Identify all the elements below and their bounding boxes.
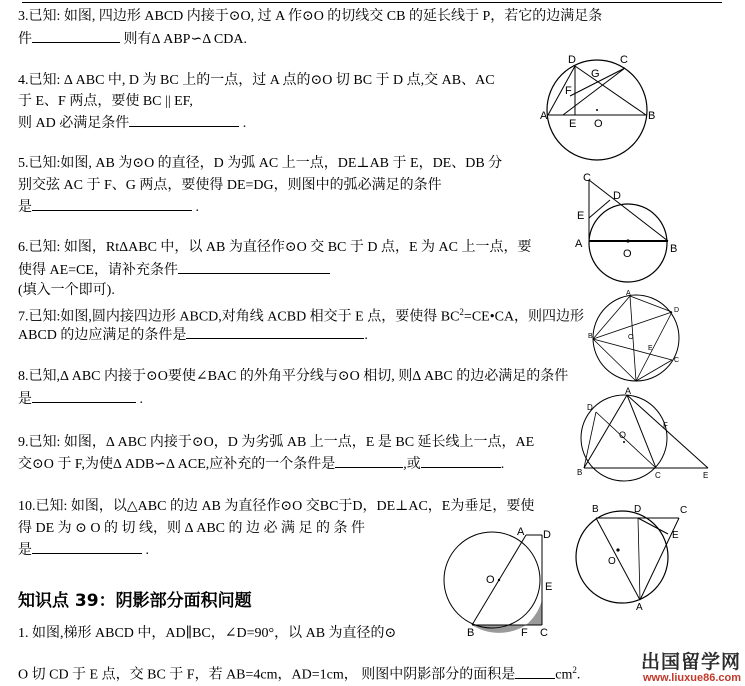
answer-blank[interactable] [129,112,239,127]
watermark-text: 出国留学网 [640,651,741,673]
label-C: C [540,627,548,639]
problem-8-line-1: 8.已知,Δ ABC 内接于⊙O要使∠BAC 的外角平分线与⊙O 相切, 则Δ ABC 的边必满足的条件 [18,369,569,384]
section-heading: 知识点 39：阴影部分面积问题 [18,591,252,611]
answer-blank[interactable] [186,324,364,339]
problem-10-line-3: 是 . [18,539,149,561]
figure-problem-4 [540,52,670,164]
figure-problem-9 [570,388,720,484]
label-F: F [521,627,528,639]
label-F: F [663,421,668,430]
label-B: B [577,468,583,477]
problem-3-line-2: 件 则有Δ ABP∽Δ CDA. [18,28,247,50]
label-E: E [569,118,577,130]
answer-blank[interactable] [32,539,142,554]
label-O: O [628,334,634,341]
answer-blank[interactable] [515,664,555,679]
label-E: E [577,210,585,222]
figure-problem-7 [588,292,688,386]
label-C: C [583,172,591,184]
label-D: D [568,54,576,66]
answer-blank[interactable] [32,196,192,211]
label-B: B [592,504,599,515]
answer-blank[interactable] [32,388,136,403]
label-D: D [587,403,593,412]
label-B: B [588,333,593,340]
problem-5-line-1: 5.已知:如图, AB 为⊙O 的直径，D 为弧 AC 上一点，DE⊥AB 于 E，DE、DB 分 [18,156,503,171]
label-A: A [517,526,525,538]
section-problem-1-line-2: O 切 CD 于 E 点，交 BC 于 F，若 AB=4cm，AD=1cm， 则图中阴影部分的面积是 $cm^2$. [18,665,581,683]
label-B: B [467,627,475,639]
problem-4-line-3: 则 AD 必满足条件 . [18,112,246,134]
section-problem-1-line-1: 1. 如图,梯形 ABCD 中，AD∥BC，∠D=90°，以 AB 为直径的⊙ [18,626,397,641]
label-O: O [623,248,632,260]
label-D: D [543,529,551,541]
answer-blank[interactable] [32,28,120,43]
label-O: O [486,574,495,586]
label-G: G [591,68,600,80]
problem-7-line-1: 7.已知:如图,圆内接四边形 ABCD,对角线 ACBD 相交于 E 点，要使得 $BC^2=CE•CA$，则四边形 [18,307,585,325]
figure-problem-5 [572,170,682,285]
label-A: A [625,386,632,396]
label-O: O [608,556,616,567]
problem-4-line-1: 4.已知: Δ ABC 中, D 为 BC 上的一点，过 A 点的⊙O 切 BC 于 D 点,交 AB、AC [18,73,495,88]
label-A: A [636,602,643,613]
label-B: B [648,110,656,122]
answer-blank-2[interactable] [421,453,501,468]
answer-blank-1[interactable] [335,453,403,468]
problem-10-line-2: 得 DE 为 ⊙ O 的 切 线，则 Δ ABC 的 边 必 满 足 的 条 件 [18,521,366,536]
problem-6-line-1: 6.已知: 如图，RtΔABC 中，以 AB 为直径作⊙O 交 BC 于 D 点，E 为 AC 上一点，要 [18,240,532,255]
label-C: C [674,357,680,364]
problem-9-line-2: 交⊙O 于 F,为使Δ ADB∽Δ ACE,应补充的一个条件是 ,或 . [18,453,504,475]
label-C: C [620,54,628,66]
label-B: B [670,243,678,255]
label-A: A [626,290,631,297]
problem-10-line-1: 10.已知: 如图，以△ABC 的边 AB 为直径作⊙O 交BC于D，DE⊥AC，E为垂足，要使 [18,499,535,514]
top-rule [22,2,722,3]
watermark-url: www.liuxue86.com [642,672,741,684]
label-E: E [703,471,709,480]
problem-6-line-2: 使得 AE=CE，请补充条件 [18,259,330,281]
problem-3-line-1: 3.已知: 如图, 四边形 ABCD 内接于⊙O, 过 A 作⊙O 的切线交 CB 的延长线于 P，若它的边满足条 [18,9,603,24]
problem-8-line-2: 是 . [18,388,143,410]
label-D: D [634,504,642,515]
problem-6-line-3: (填入一个即可). [18,283,115,298]
problem-9-line-1: 9.已知: 如图，Δ ABC 内接于⊙O，D 为劣弧 AB 上一点，E 是 BC 延长线上一点，AE [18,435,535,450]
figure-shaded-area [442,525,562,645]
label-D: D [674,307,680,314]
answer-blank[interactable] [178,259,330,274]
problem-5-line-2: 别交弦 AC 于 F、G 两点，要使得 DE=DG，则图中的弧必满足的条件 [18,178,442,193]
problem-7-line-2: ABCD 的边应满足的条件是 . [18,324,368,346]
site-watermark [641,647,741,684]
figure-problem-10 [572,500,697,612]
label-F: F [565,85,572,97]
label-D: D [613,190,621,202]
label-E: E [672,530,679,541]
label-E: E [545,581,553,593]
label-A: A [575,238,583,250]
label-O: O [594,118,603,130]
label-O: O [619,430,627,440]
problem-5-line-3: 是 . [18,196,199,218]
label-A: A [540,110,548,122]
label-E: E [648,345,653,352]
label-C: C [655,471,661,480]
label-C: C [680,505,688,516]
problem-4-line-2: 于 E、F 两点，要使 BC || EF, [18,94,193,109]
